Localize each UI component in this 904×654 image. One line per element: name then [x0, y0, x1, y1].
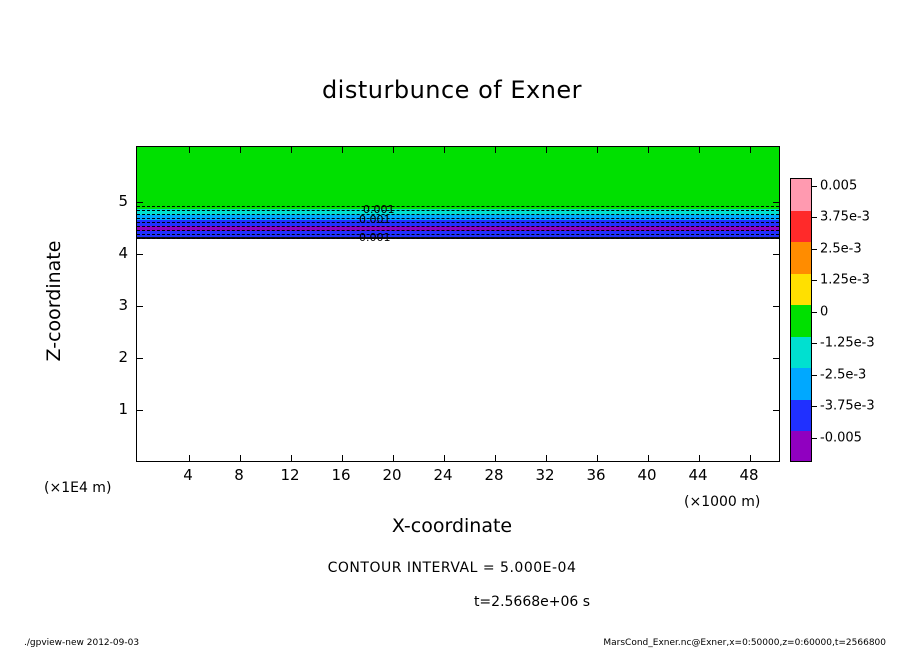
y-tick-label: 1	[118, 400, 128, 418]
x-tick-top	[189, 147, 190, 153]
x-tick-label: 40	[637, 466, 657, 484]
y-tick	[137, 358, 143, 359]
colorbar-cell	[791, 368, 811, 400]
page-title: disturbunce of Exner	[321, 76, 583, 104]
y-tick	[137, 202, 143, 203]
x-tick-top	[342, 147, 343, 153]
x-axis-unit: (×1000 m)	[684, 494, 761, 510]
colorbar-cell	[791, 337, 811, 369]
x-tick-top	[597, 147, 598, 153]
x-tick-top	[750, 147, 751, 153]
colorbar-cell	[791, 400, 811, 432]
x-axis-label: X-coordinate	[391, 515, 513, 537]
y-tick-right	[773, 202, 779, 203]
y-axis-unit: (×1E4 m)	[44, 480, 112, 496]
contour-line	[137, 238, 779, 239]
x-tick-top	[699, 147, 700, 153]
y-tick-right	[773, 254, 779, 255]
colorbar-cell	[791, 242, 811, 274]
contour-line	[137, 206, 779, 207]
contour-label-lower: 0.001	[359, 231, 391, 244]
x-tick	[342, 455, 343, 461]
colorbar-tick	[812, 438, 817, 439]
x-tick-label: 32	[535, 466, 555, 484]
x-tick	[444, 455, 445, 461]
colorbar-tick	[812, 280, 817, 281]
colorbar-label: -0.005	[820, 430, 862, 446]
y-tick-right	[773, 306, 779, 307]
contour-line	[137, 218, 779, 219]
y-axis-label: Z-coordinate	[43, 240, 65, 362]
contour-line	[137, 222, 779, 223]
footer-right-text: MarsCond_Exner.nc@Exner,x=0:50000,z=0:60000,t=2566800	[603, 638, 886, 648]
x-tick	[189, 455, 190, 461]
colorbar-cell	[791, 305, 811, 337]
contour-line	[137, 234, 779, 235]
contour-label-upper: 0.001	[363, 203, 395, 216]
x-tick-label: 4	[183, 466, 193, 484]
x-tick	[240, 455, 241, 461]
x-tick-label: 36	[586, 466, 606, 484]
y-tick-right	[773, 358, 779, 359]
x-tick-label: 8	[234, 466, 244, 484]
x-tick-label: 16	[331, 466, 351, 484]
colorbar-label: -3.75e-3	[820, 398, 875, 414]
x-tick-label: 28	[484, 466, 504, 484]
y-tick	[137, 254, 143, 255]
x-tick-top	[495, 147, 496, 153]
y-tick-label: 4	[118, 244, 128, 262]
colorbar-tick	[812, 343, 817, 344]
contour-label-mid: 0.001	[359, 213, 391, 226]
colorbar	[790, 178, 812, 462]
y-tick-label: 5	[118, 192, 128, 210]
x-tick	[495, 455, 496, 461]
colorbar-cell	[791, 179, 811, 211]
x-tick-top	[240, 147, 241, 153]
colorbar-tick	[812, 217, 817, 218]
x-tick	[597, 455, 598, 461]
contour-interval-note: CONTOUR INTERVAL = 5.000E-04	[327, 560, 577, 576]
y-tick-label: 2	[118, 348, 128, 366]
colorbar-tick	[812, 375, 817, 376]
x-tick-label: 20	[382, 466, 402, 484]
colorbar-tick	[812, 249, 817, 250]
colorbar-cell	[791, 431, 811, 462]
colorbar-label: -1.25e-3	[820, 335, 875, 351]
x-tick-top	[444, 147, 445, 153]
y-tick	[137, 306, 143, 307]
plot-area	[136, 146, 780, 462]
x-tick-label: 12	[280, 466, 300, 484]
x-tick-top	[648, 147, 649, 153]
x-tick	[750, 455, 751, 461]
x-tick-label: 24	[433, 466, 453, 484]
y-tick	[137, 410, 143, 411]
colorbar-tick	[812, 312, 817, 313]
colorbar-tick	[812, 186, 817, 187]
colorbar-label: 0.005	[820, 178, 858, 194]
contour-line	[137, 230, 779, 231]
x-tick	[291, 455, 292, 461]
footer-left-text: ./gpview-new 2012-09-03	[24, 638, 140, 648]
x-tick-top	[291, 147, 292, 153]
colorbar-label: 1.25e-3	[820, 272, 870, 288]
band-white-lower	[137, 239, 779, 461]
x-tick	[546, 455, 547, 461]
y-tick-right	[773, 410, 779, 411]
contour-line	[137, 226, 779, 227]
x-tick-top	[393, 147, 394, 153]
time-annotation: t=2.5668e+06 s	[473, 594, 591, 610]
contour-line	[137, 210, 779, 211]
band-green-top	[137, 147, 779, 205]
contour-line	[137, 214, 779, 215]
colorbar-label: -2.5e-3	[820, 367, 867, 383]
x-tick	[699, 455, 700, 461]
colorbar-label: 2.5e-3	[820, 241, 862, 257]
colorbar-cell	[791, 274, 811, 306]
x-tick-label: 44	[688, 466, 708, 484]
colorbar-tick	[812, 406, 817, 407]
x-tick-label: 48	[739, 466, 759, 484]
colorbar-label: 0	[820, 304, 829, 320]
colorbar-label: 3.75e-3	[820, 209, 870, 225]
x-tick	[393, 455, 394, 461]
x-tick	[648, 455, 649, 461]
y-tick-label: 3	[118, 296, 128, 314]
colorbar-cell	[791, 211, 811, 243]
x-tick-top	[546, 147, 547, 153]
